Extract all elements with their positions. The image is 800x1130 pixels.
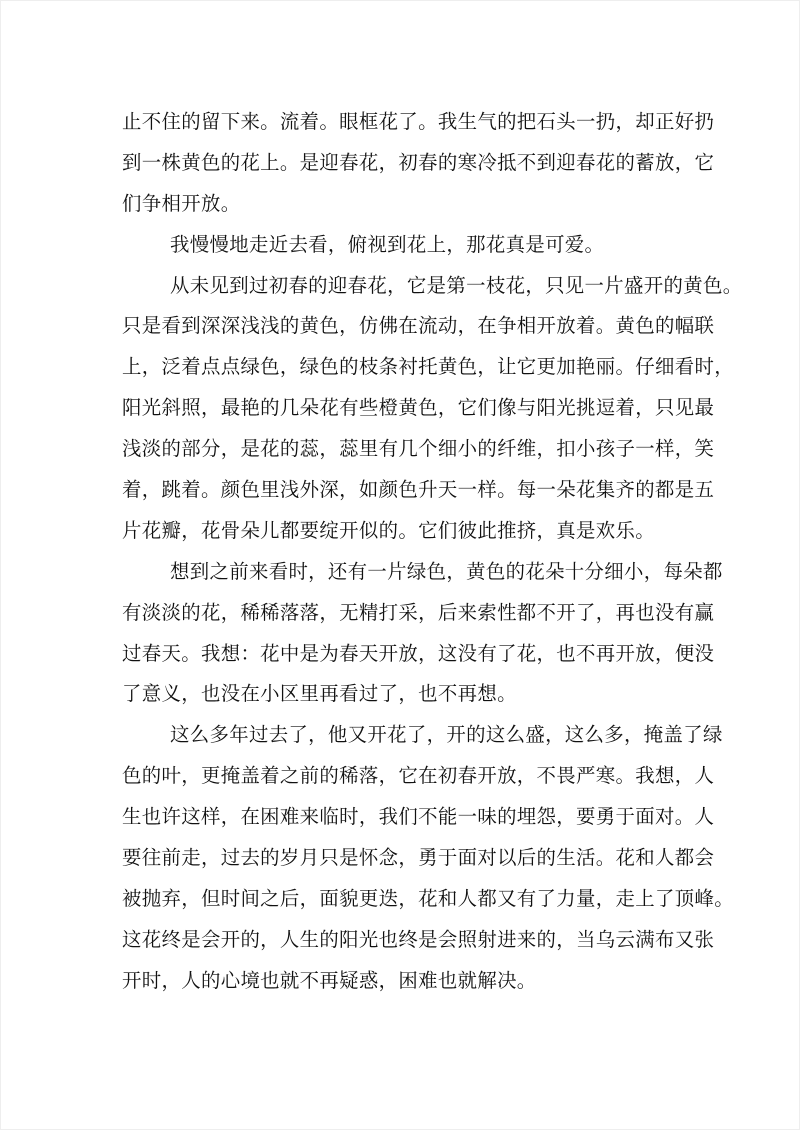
text-line: 生也许这样，在困难来临时，我们不能一味的埋怨，要勇于面对。人: [122, 805, 715, 829]
text-line: 着，跳着。颜色里浅外深，如颜色升天一样。每一朵花集齐的都是五: [122, 478, 715, 502]
text-line: 这花终是会开的，人生的阳光也终是会照射进来的，当乌云满布又张: [122, 927, 715, 951]
text-line: 想到之前来看时，还有一片绿色，黄色的花朵十分细小，每朵都: [170, 559, 723, 583]
paragraph-3: [122, 266, 743, 552]
text-line: 开时，人的心境也就不再疑惑，困难也就解决。: [122, 968, 537, 992]
text-line: 上，泛着点点绿色，绿色的枝条衬托黄色，让它更加艳丽。仔细看时，: [122, 355, 734, 379]
text-line: 被抛弃，但时间之后，面貌更迭，花和人都又有了力量，走上了顶峰。: [122, 886, 734, 910]
paragraph-5: [122, 715, 734, 1001]
text-line: 从未见到过初春的迎春花，它是第一枝花，只见一片盛开的黄色。: [170, 273, 743, 297]
text-line: 有淡淡的花，稀稀落落，无精打采，后来索性都不开了，再也没有赢: [122, 600, 715, 624]
text-line: 只是看到深深浅浅的黄色，仿佛在流动，在争相开放着。黄色的幅联: [122, 314, 715, 338]
text-line: 们争相开放。: [122, 191, 241, 215]
paragraph-2: [122, 225, 706, 266]
text-line: 这么多年过去了，他又开花了，开的这么盛，这么多，掩盖了绿: [170, 723, 723, 747]
text-line: 片花瓣，花骨朵儿都要绽开似的。它们彼此推挤，真是欢乐。: [122, 518, 655, 542]
text-line: 了意义，也没在小区里再看过了，也不再想。: [122, 682, 517, 706]
text-line: 止不住的留下来。流着。眼框花了。我生气的把石头一扔，却正好扔: [122, 110, 715, 133]
text-line: 浅淡的部分，是花的蕊，蕊里有几个细小的纤维，扣小孩子一样，笑: [122, 437, 715, 461]
text-line: 色的叶，更掩盖着之前的稀落，它在初春开放，不畏严寒。我想，人: [122, 764, 715, 788]
paragraph-1: [122, 102, 715, 225]
text-line: 到一株黄色的花上。是迎春花，初春的寒冷抵不到迎春花的蓄放，它: [122, 150, 715, 174]
text-line: 阳光斜照，最艳的几朵花有些橙黄色，它们像与阳光挑逗着，只见最: [122, 396, 715, 420]
text-line: 我慢慢地走近去看，俯视到花上，那花真是可爱。: [170, 232, 605, 256]
paragraph-4: [122, 552, 723, 716]
text-line: 过春天。我想：花中是为春天开放，这没有了花，也不再开放，便没: [122, 641, 715, 665]
document-body: [122, 102, 743, 1002]
text-line: 要往前走，过去的岁月只是怀念，勇于面对以后的生活。花和人都会: [122, 846, 715, 870]
